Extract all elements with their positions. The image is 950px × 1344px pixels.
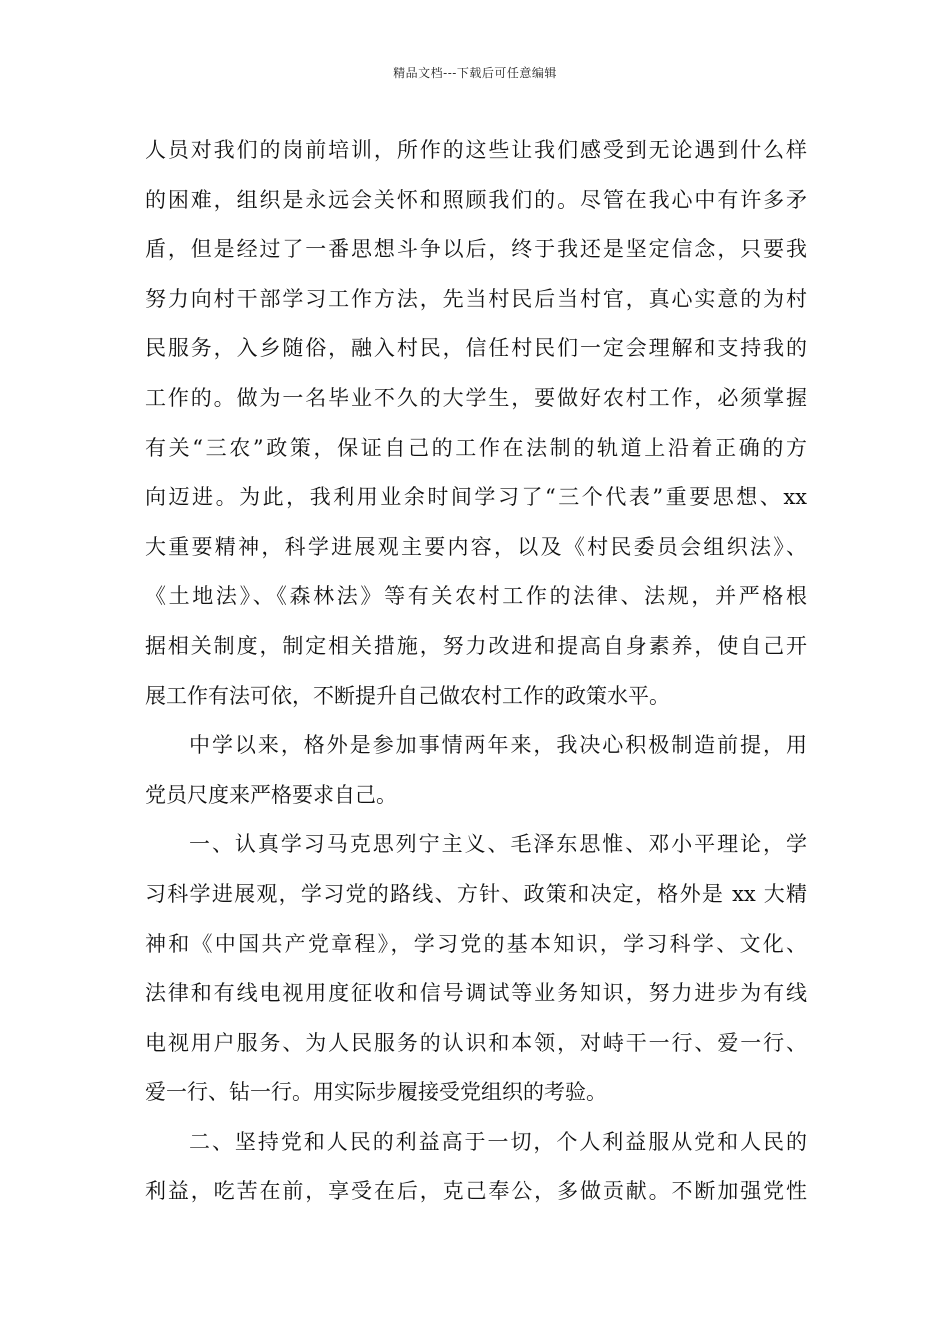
text-line: 努力向村干部学习工作方法，先当村民后当村官，真心实意的为村 <box>145 286 807 311</box>
text-line: 党员尺度来严格要求自己。 <box>145 782 397 807</box>
text-line: 《土地法》、《森林法》等有关农村工作的法律、法规，并严格根 <box>145 584 807 609</box>
text-line: 一、认真学习马克思列宁主义、毛泽东思惟、邓小平理论，学 <box>189 832 807 857</box>
text-line: 有关“三农”政策，保证自己的工作在法制的轨道上沿着正确的方 <box>145 435 807 460</box>
text-line: 人员对我们的岗前培训，所作的这些让我们感受到无论遇到什么样 <box>145 138 807 162</box>
paragraph-3 <box>145 820 807 1118</box>
paragraph-2 <box>145 721 807 820</box>
text-line: 据相关制度，制定相关措施，努力改进和提高自身素养，使自己开 <box>145 633 807 658</box>
text-line: 法律和有线电视用度征收和信号调试等业务知识，努力进步为有线 <box>145 981 807 1006</box>
text-line: 二、坚持党和人民的利益高于一切，个人利益服从党和人民的 <box>189 1129 807 1154</box>
text-line: 工作的。做为一名毕业不久的大学生，要做好农村工作，必须掌握 <box>145 385 807 410</box>
text-line: 民服务，入乡随俗，融入村民，信任村民们一定会理解和支持我的 <box>145 336 807 361</box>
paragraph-1 <box>145 126 807 721</box>
text-line: 盾，但是经过了一番思想斗争以后，终于我还是坚定信念，只要我 <box>145 237 807 262</box>
text-line: 中学以来，格外是参加事情两年来，我决心积极制造前提，用 <box>189 733 807 758</box>
text-line: 习科学进展观，学习党的路线、方针、政策和决定，格外是 xx 大精 <box>145 881 807 906</box>
text-line: 的困难，组织是永远会关怀和照顾我们的。尽管在我心中有许多矛 <box>145 187 807 212</box>
text-line: 利益，吃苦在前，享受在后，克己奉公，多做贡献。不断加强党性 <box>145 1179 807 1204</box>
document-body <box>145 126 807 1217</box>
paragraph-4 <box>145 1118 807 1217</box>
page-header: 精品文档---下载后可任意编辑 <box>393 66 557 80</box>
text-line: 爱一行、钻一行。用实际步履接受党组织的考验。 <box>145 1080 607 1105</box>
text-line: 神和《中国共产党章程》，学习党的基本知识，学习科学、文化、 <box>145 931 807 956</box>
text-line: 大重要精神，科学进展观主要内容，以及《村民委员会组织法》、 <box>145 534 807 559</box>
text-line: 电视用户服务、为人民服务的认识和本领，对峙干一行、爱一行、 <box>145 1030 807 1055</box>
text-line: 展工作有法可依，不断提升自己做农村工作的政策水平。 <box>145 683 670 708</box>
text-line: 向迈进。为此，我利用业余时间学习了“三个代表”重要思想、xx <box>145 485 807 510</box>
